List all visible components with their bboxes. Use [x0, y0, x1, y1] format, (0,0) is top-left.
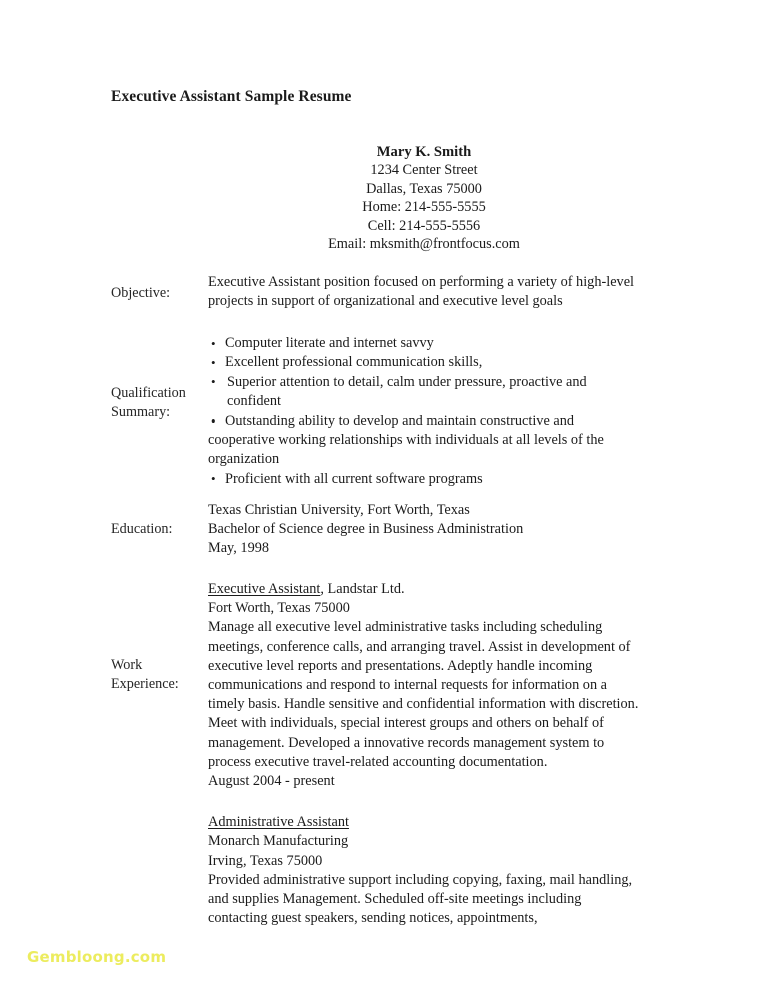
objective-body [208, 273, 642, 311]
list-item-text: • Outstanding ability to develop and maintain constructive and cooperative working relationships with individuals at all levels of the organization [208, 413, 604, 468]
contact-street: 1234 Center Street [370, 162, 478, 179]
qualification-bullet-list [208, 334, 642, 489]
education-body [208, 501, 642, 559]
list-item: • Superior attention to detail, calm under pressure, proactive and confident [208, 373, 642, 412]
list-item: • Computer literate and internet savvy [208, 334, 642, 353]
job-entry [208, 813, 642, 928]
work-experience-body [208, 580, 642, 928]
qualification-summary-body [208, 334, 642, 489]
contact-email: Email: mksmith@frontfocus.com [328, 236, 520, 253]
section-education [0, 501, 768, 571]
education-degree: Bachelor of Science degree in Business Administration [208, 521, 524, 538]
section-work-experience [0, 580, 768, 927]
section-objective [0, 273, 768, 323]
job-location: Fort Worth, Texas 75000 [208, 600, 350, 617]
job-description: Provided administrative support including copying, faxing, mail handling, and supplies Management. Scheduled off-site meetings including contacting guest speakers, sending notices, appointments, [208, 871, 633, 927]
list-item: • Proficient with all current software programs [208, 470, 642, 489]
job-description: Manage all executive level administrative tasks including scheduling meetings, conference calls, and arranging travel. Assist in development of executive level reports and presentations. Adeptly handle incoming communications and respond to internal requests for information on a timely basis. Handle sensitive and confidential information with discretion. Meet with individuals, special interest groups and others on behalf of management. Developed a innovative records management system to process executive travel-related accounting documentation. [208, 619, 639, 770]
job-company: , Landstar Ltd. [320, 581, 405, 597]
education-label: Education: [111, 521, 173, 537]
job-title: Administrative Assistant [208, 814, 349, 831]
qualification-summary-label-line1: Qualification [111, 385, 186, 401]
contact-cell-phone: Cell: 214-555-5556 [367, 217, 481, 234]
list-item: • Excellent professional communication skills, [208, 353, 642, 372]
education-school: Texas Christian University, Fort Worth, Texas [208, 502, 470, 518]
job-entry [208, 580, 642, 791]
qualification-summary-label [111, 384, 206, 421]
candidate-name: Mary K. Smith [376, 144, 472, 160]
contact-header [208, 143, 640, 253]
work-experience-label [111, 656, 206, 693]
contact-city-state-zip: Dallas, Texas 75000 [366, 180, 482, 197]
work-experience-label-line2: Experience: [111, 675, 179, 692]
job-spacer [208, 791, 642, 813]
job-company: Monarch Manufacturing [208, 833, 349, 850]
job-title-line [208, 813, 642, 832]
education-date: May, 1998 [208, 540, 270, 557]
job-title-line [208, 580, 642, 599]
work-experience-label-line1: Work [111, 657, 143, 673]
job-location: Irving, Texas 75000 [208, 852, 323, 869]
page-title: Executive Assistant Sample Resume [111, 88, 352, 105]
objective-label: Objective: [111, 285, 171, 301]
contact-home-phone: Home: 214-555-5555 [362, 199, 486, 216]
job-dates: August 2004 - present [208, 773, 335, 790]
section-qualification-summary [0, 334, 768, 487]
watermark: Gembloong.com [27, 948, 167, 966]
list-item [208, 412, 642, 470]
job-title: Executive Assistant [208, 581, 321, 597]
objective-text: Executive Assistant position focused on performing a variety of high-level projects in support of organizational and executive level goals [208, 274, 635, 310]
qualification-summary-label-line2: Summary: [111, 403, 171, 420]
